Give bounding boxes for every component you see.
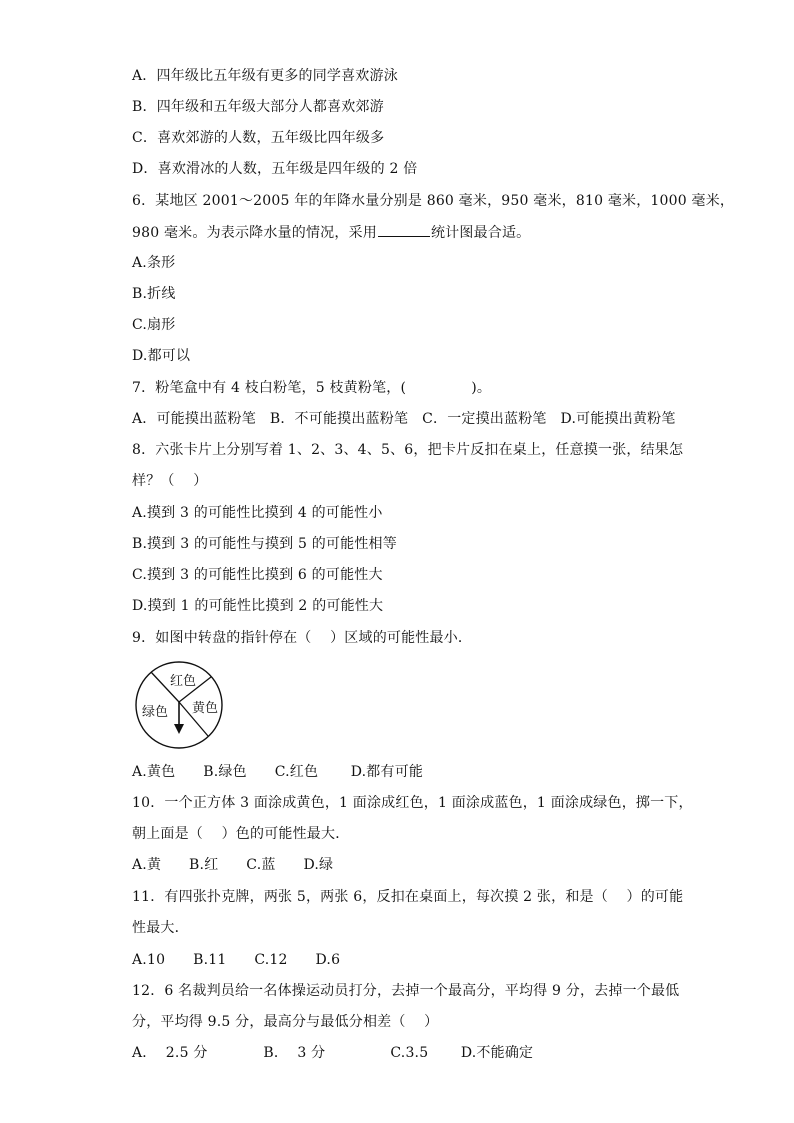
q12-stem-line2: 分，平均得 9.5 分，最高分与最低分相差（ ） (132, 1014, 439, 1030)
q8-option-a: A.摸到 3 的可能性比摸到 4 的可能性小 (132, 505, 383, 521)
q8-stem-line1: 8．六张卡片上分别写着 1、2、3、4、5、6，把卡片反扣在桌上，任意摸一张，结果怎 (132, 442, 684, 458)
q5-option-c: C．喜欢郊游的人数，五年级比四年级多 (132, 130, 385, 146)
q6-stem-line2 (132, 222, 530, 243)
q11-stem-line2: 性最大． (132, 920, 189, 936)
spinner-svg (132, 660, 228, 750)
q8-option-d: D.摸到 1 的可能性比摸到 2 的可能性大 (132, 598, 384, 614)
q10-options: A.黄 B.红 C.蓝 D.绿 (132, 857, 334, 873)
q8-option-b: B.摸到 3 的可能性与摸到 5 的可能性相等 (132, 536, 397, 552)
q9-stem: 9．如图中转盘的指针停在（ ）区域的可能性最小． (132, 630, 473, 646)
q11-stem-line1: 11．有四张扑克牌，两张 5，两张 6，反扣在桌面上，每次摸 2 张，和是（ ）的可能 (132, 889, 684, 905)
q12-stem-line1: 12．6 名裁判员给一名体操运动员打分，去掉一个最高分，平均得 9 分，去掉一个最低 (132, 983, 680, 999)
q7-options: A．可能摸出蓝粉笔 B．不可能摸出蓝粉笔 C．一定摸出蓝粉笔 D.可能摸出黄粉笔 (132, 411, 676, 427)
q6-stem-line1: 6．某地区 2001～2005 年的年降水量分别是 860 毫米，950 毫米，810 毫米，1000 毫米， (132, 193, 735, 209)
q9-options: A.黄色 B.绿色 C.红色 D.都有可能 (132, 764, 424, 780)
spinner-label-red: 红色 (170, 674, 197, 689)
q12-options: A． 2.5 分 B． 3 分 C.3.5 D.不能确定 (132, 1045, 534, 1061)
q5-option-a: A．四年级比五年级有更多的同学喜欢游泳 (132, 68, 398, 84)
q6-stem-part-a: 980 毫米。为表示降水量的情况，采用 (132, 225, 377, 241)
q7-stem: 7．粉笔盒中有 4 枝白粉笔，5 枝黄粉笔，( )。 (132, 380, 492, 396)
q10-stem-line1: 10．一个正方体 3 面涂成黄色，1 面涂成红色，1 面涂成蓝色，1 面涂成绿色，掷一下， (132, 795, 693, 811)
q6-option-a: A.条形 (132, 255, 176, 271)
q5-option-b: B．四年级和五年级大部分人都喜欢郊游 (132, 99, 384, 115)
q11-options: A.10 B.11 C.12 D.6 (132, 952, 341, 968)
spinner-label-green: 绿色 (142, 705, 169, 720)
q6-stem-part-b: 统计图最合适。 (430, 225, 531, 241)
q8-option-c: C.摸到 3 的可能性比摸到 6 的可能性大 (132, 567, 383, 583)
q6-answer-blank (378, 222, 430, 237)
q10-stem-line2: 朝上面是（ ）色的可能性最大． (132, 826, 350, 842)
q6-option-d: D.都可以 (132, 348, 191, 364)
spinner-diagram (132, 660, 228, 750)
q5-option-d: D．喜欢滑冰的人数，五年级是四年级的 2 倍 (132, 161, 418, 177)
spinner-label-yellow: 黄色 (192, 701, 219, 716)
q8-stem-line2: 样？（ ） (132, 473, 208, 489)
q6-option-b: B.折线 (132, 286, 176, 302)
q6-option-c: C.扇形 (132, 317, 176, 333)
